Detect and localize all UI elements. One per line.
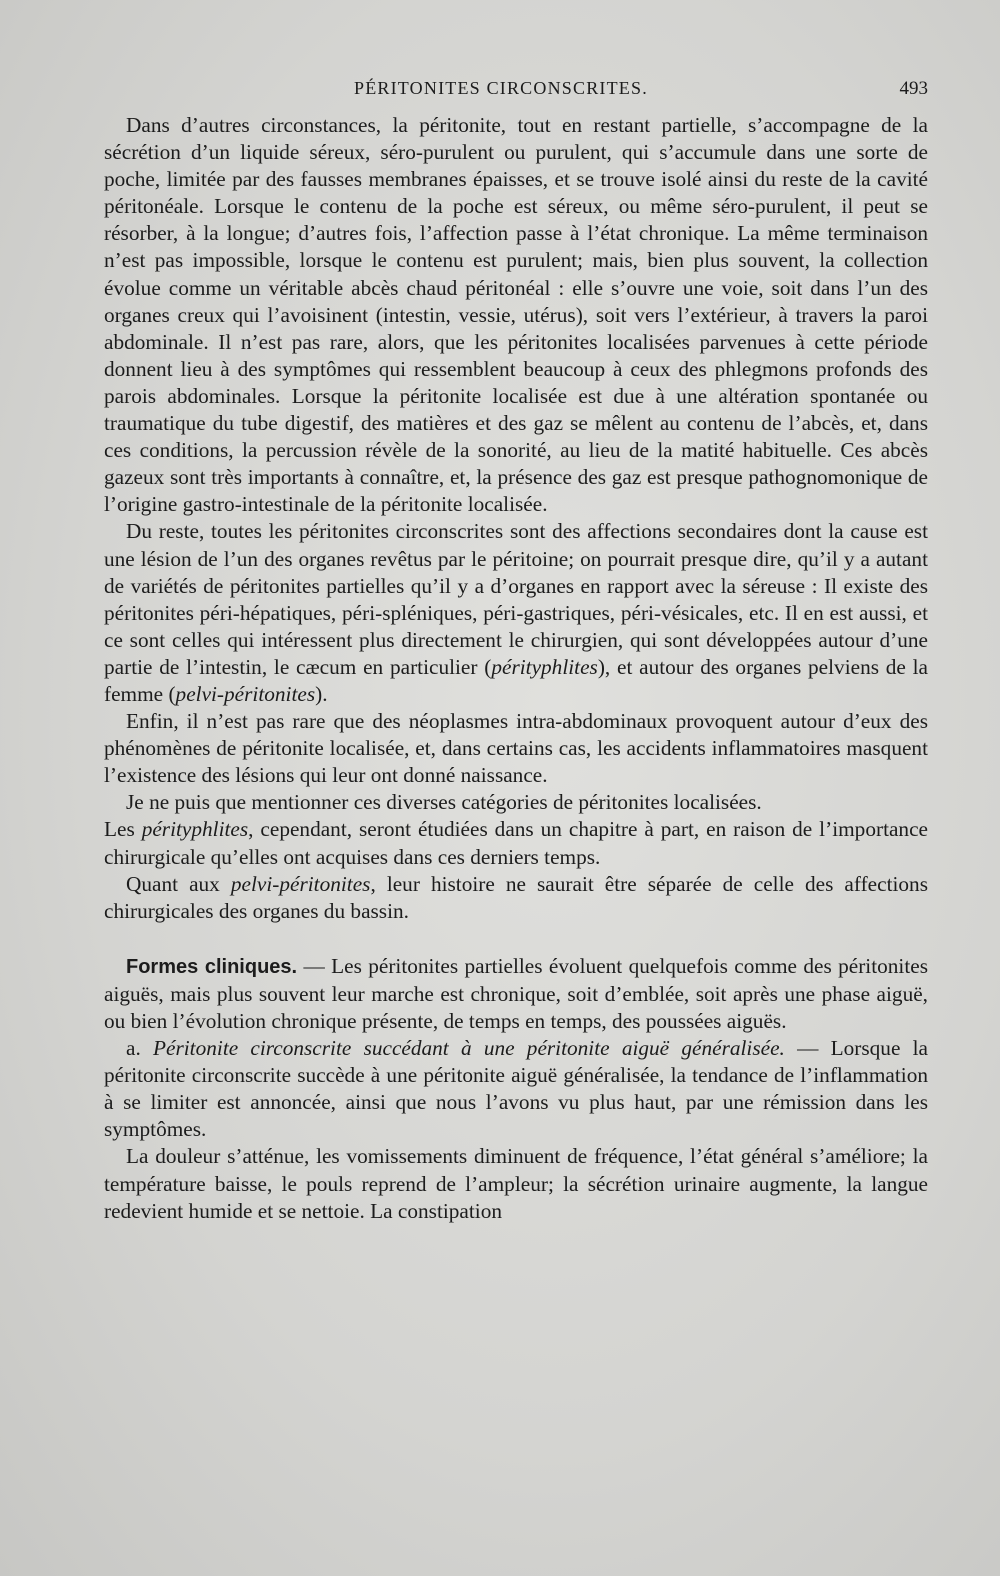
section-heading: Formes cliniques. <box>126 955 298 978</box>
text-run: Du reste, toutes les péritonites circonscrites sont des affections secondaires dont la cause est une lésion de l’un des organes revêtus par le péritoine; on pourrait presque dire, qu’il y a autant de variétés de péritonites partielles qu’il y a d’organes en rapport avec la séreuse : Il existe des péritonites péri-hépatiques, péri-spléniques, péri-gastriques, péri-vésicales, etc. Il en est aussi, et ce sont celles qui intéressent plus directement le chirurgien, qui sont développées autour d’une partie de l’intestin, le cæcum en particulier ( <box>104 519 928 679</box>
paragraph-4: Je ne puis que mentionner ces diverses catégories de péritonites localisées. <box>126 790 762 815</box>
paragraph-3: Enfin, il n’est pas rare que des néoplasmes intra-abdominaux provoquent autour d’eux des phénomènes de péritonite localisée, et, dans certains cas, les accidents inflammatoires masquent l’existence des lésions qui leur ont donné naissance. <box>104 709 928 788</box>
text-run: — Les péritonites partielles évoluent quelquefois comme des péritonites aiguës, mais plus souvent leur marche est chronique, soit d’emblée, soit après une phase aiguë, ou bien l’évolution chronique présente, de temps en temps, des poussées aiguës. <box>104 953 928 1033</box>
italic-term: pelvi-péritonites <box>175 681 316 706</box>
running-title: PÉRITONITES CIRCONSCRITES. <box>354 78 648 98</box>
paragraph-2 <box>104 518 928 708</box>
italic-subheading: Péritonite circonscrite succédant à une péritonite aiguë généralisée. <box>153 1036 785 1061</box>
page-header <box>104 78 928 112</box>
section-gap <box>104 925 928 953</box>
text-run: , leur histoire ne saurait être séparée de celle des affections chirurgicales des organes du bassin. <box>104 871 928 923</box>
body-text <box>104 112 928 1225</box>
text-run: — Lorsque la péritonite circonscrite succède à une péritonite aiguë généralisée, la tendance de l’inflammation à se limiter est annoncée, ainsi que nous l’avons vu plus haut, par une rémission dans les symptômes. <box>104 1036 928 1142</box>
paragraph-8 <box>104 1035 928 1143</box>
italic-term: pérityphlites <box>491 654 598 679</box>
italic-term: pelvi-péritonites <box>230 871 371 896</box>
paragraph-5 <box>104 816 928 870</box>
text-run: Quant aux <box>126 871 231 896</box>
text-run: ). <box>315 681 328 706</box>
page-number: 493 <box>899 78 928 99</box>
paragraph-1: Dans d’autres circonstances, la péritonite, tout en restant partielle, s’accompagne de la sécrétion d’un liquide séreux, séro-purulent ou purulent, qui s’accumule dans une sorte de poche, limitée par des fausses membranes épaisses, et se trouve isolé ainsi du reste de la cavité péritonéale. Lorsque le contenu de la poche est séreux, ou même séro-purulent, il peut se résorber, à la longue; d’autres fois, l’affection passe à l’état chronique. La même terminaison n’est pas impossible, lorsque le contenu est purulent; mais, bien plus souvent, la collection évolue comme un véritable abcès chaud péritonéal : elle s’ouvre une voie, soit dans l’un des organes creux qui l’avoisinent (intestin, vessie, utérus), soit vers l’extérieur, à travers la paroi abdominale. Il n’est pas rare, alors, que les péritonites localisées parvenues à cette période donnent lieu à des symptômes qui ressemblent beaucoup à ceux des phlegmons profonds des parois abdominales. Lorsque la péritonite localisée est due à une altération spontanée ou traumatique du tube digestif, des matières et des gaz se mêlent au contenu de l’abcès, et, dans ces conditions, la percussion révèle de la sonorité, au lieu de la matité habituelle. Ces abcès gazeux sont très importants à connaître, et, la présence des gaz est presque pathognomonique de l’origine gastro-intestinale de la péritonite localisée. <box>104 113 928 517</box>
paragraph-7 <box>104 953 928 1035</box>
paragraph-9: La douleur s’atténue, les vomissements diminuent de fréquence, l’état général s’améliore; la température baisse, le pouls reprend de l’ampleur; la sécrétion urinaire augmente, la langue redevient humide et se nettoie. La constipation <box>104 1144 928 1223</box>
italic-term: pérityphlites <box>141 817 249 842</box>
paragraph-6 <box>104 871 928 925</box>
text-run: Les <box>104 817 142 842</box>
text-run: a. <box>126 1036 154 1061</box>
text-run: ), et autour des organes pelviens de la femme ( <box>104 654 928 706</box>
text-run: , cependant, seront étudiées dans un chapitre à part, en raison de l’importance chirurgicale qu’elles ont acquises dans ces derniers temps. <box>104 817 928 869</box>
